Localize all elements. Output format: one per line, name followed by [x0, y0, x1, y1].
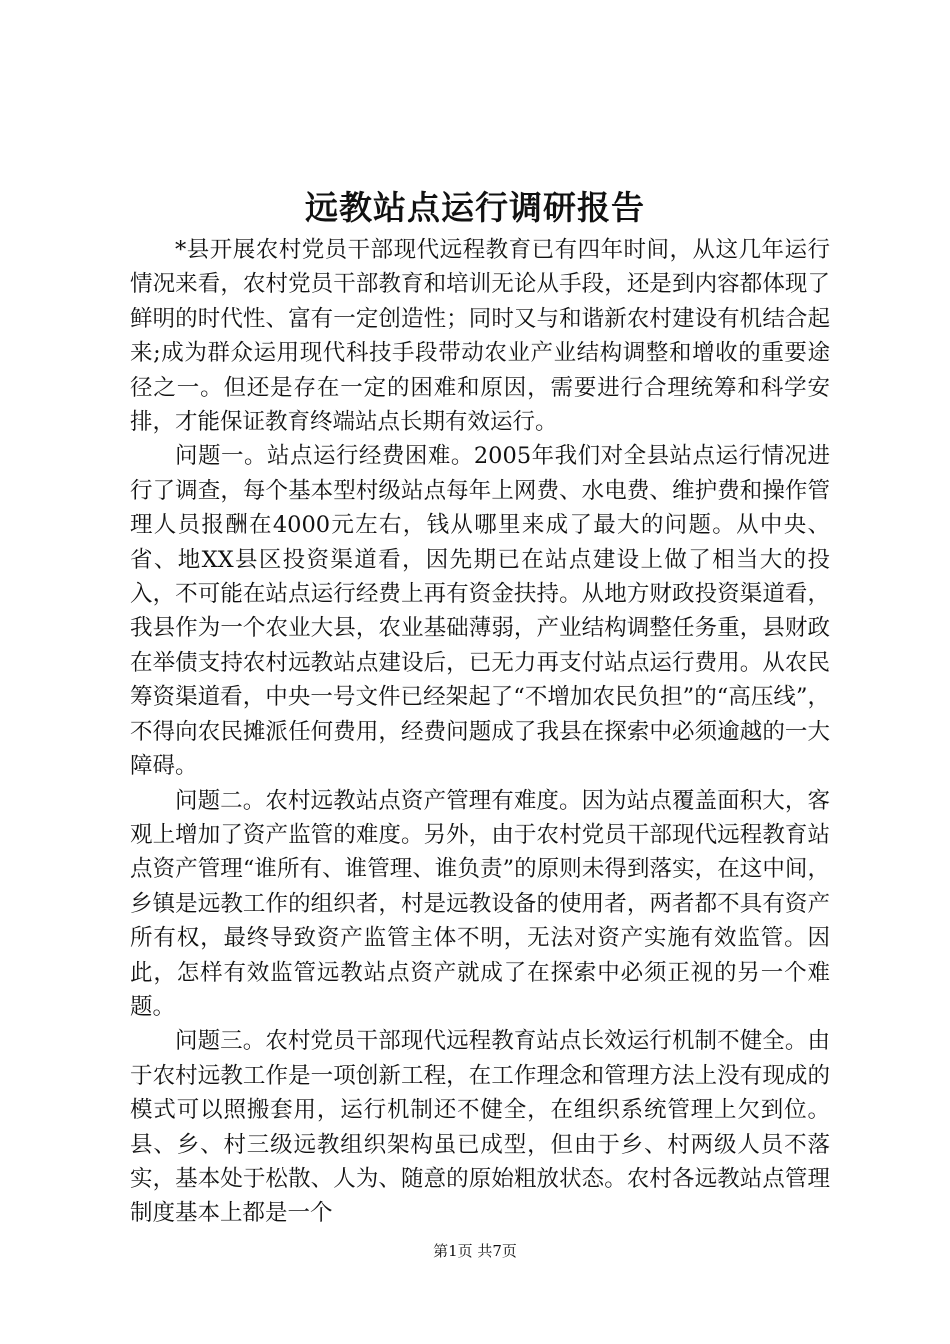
page-number-footer: 第1页 共7页: [433, 1242, 517, 1260]
paragraph-problem-two: 问题二。农村远教站点资产管理有难度。因为站点覆盖面积大，客观上增加了资产监管的难度。另外，由于农村党员干部现代远程教育站点资产管理“谁所有、谁管理、谁负责”的原则未得到落实，在这中间，乡镇是远教工作的组织者，村是远教设备的使用者，两者都不具有资产所有权，最终导致资产监管主体不明，无法对资产实施有效监管。因此，怎样有效监管远教站点资产就成了在探索中必须正视的另一个难题。: [130, 787, 830, 1020]
paragraph-problem-one: 问题一。站点运行经费困难。2005年我们对全县站点运行情况进行了调查，每个基本型村级站点每年上网费、水电费、维护费和操作管理人员报酬在4000元左右，钱从哪里来成了最大的问题。从中央、省、地XX县区投资渠道看，因先期已在站点建设上做了相当大的投入，不可能在站点运行经费上再有资金扶持。从地方财政投资渠道看，我县作为一个农业大县，农业基础薄弱，产业结构调整任务重，县财政在举债支持农村远教站点建设后，已无力再支付站点运行费用。从农民筹资渠道看，中央一号文件已经架起了“不增加农民负担”的“高压线”，不得向农民摊派任何费用，经费问题成了我县在探索中必须逾越的一大障碍。: [130, 443, 830, 780]
document-body: [130, 233, 830, 1231]
paragraph-problem-three: 问题三。农村党员干部现代远程教育站点长效运行机制不健全。由于农村远教工作是一项创新工程，在工作理念和管理方法上没有现成的模式可以照搬套用，运行机制还不健全，在组织系统管理上欠到位。县、乡、村三级远教组织架构虽已成型，但由于乡、村两级人员不落实，基本处于松散、人为、随意的原始粗放状态。农村各远教站点管理制度基本上都是一个: [130, 1028, 830, 1227]
document-title: 远教站点运行调研报告: [305, 188, 645, 227]
paragraph-intro: *县开展农村党员干部现代远程教育已有四年时间，从这几年运行情况来看，农村党员干部教育和培训无论从手段，还是到内容都体现了鲜明的时代性、富有一定创造性；同时又与和谐新农村建设有机结合起来;成为群众运用现代科技手段带动农业产业结构调整和增收的重要途径之一。但还是存在一定的困难和原因，需要进行合理统筹和科学安排，才能保证教育终端站点长期有效运行。: [130, 237, 830, 436]
